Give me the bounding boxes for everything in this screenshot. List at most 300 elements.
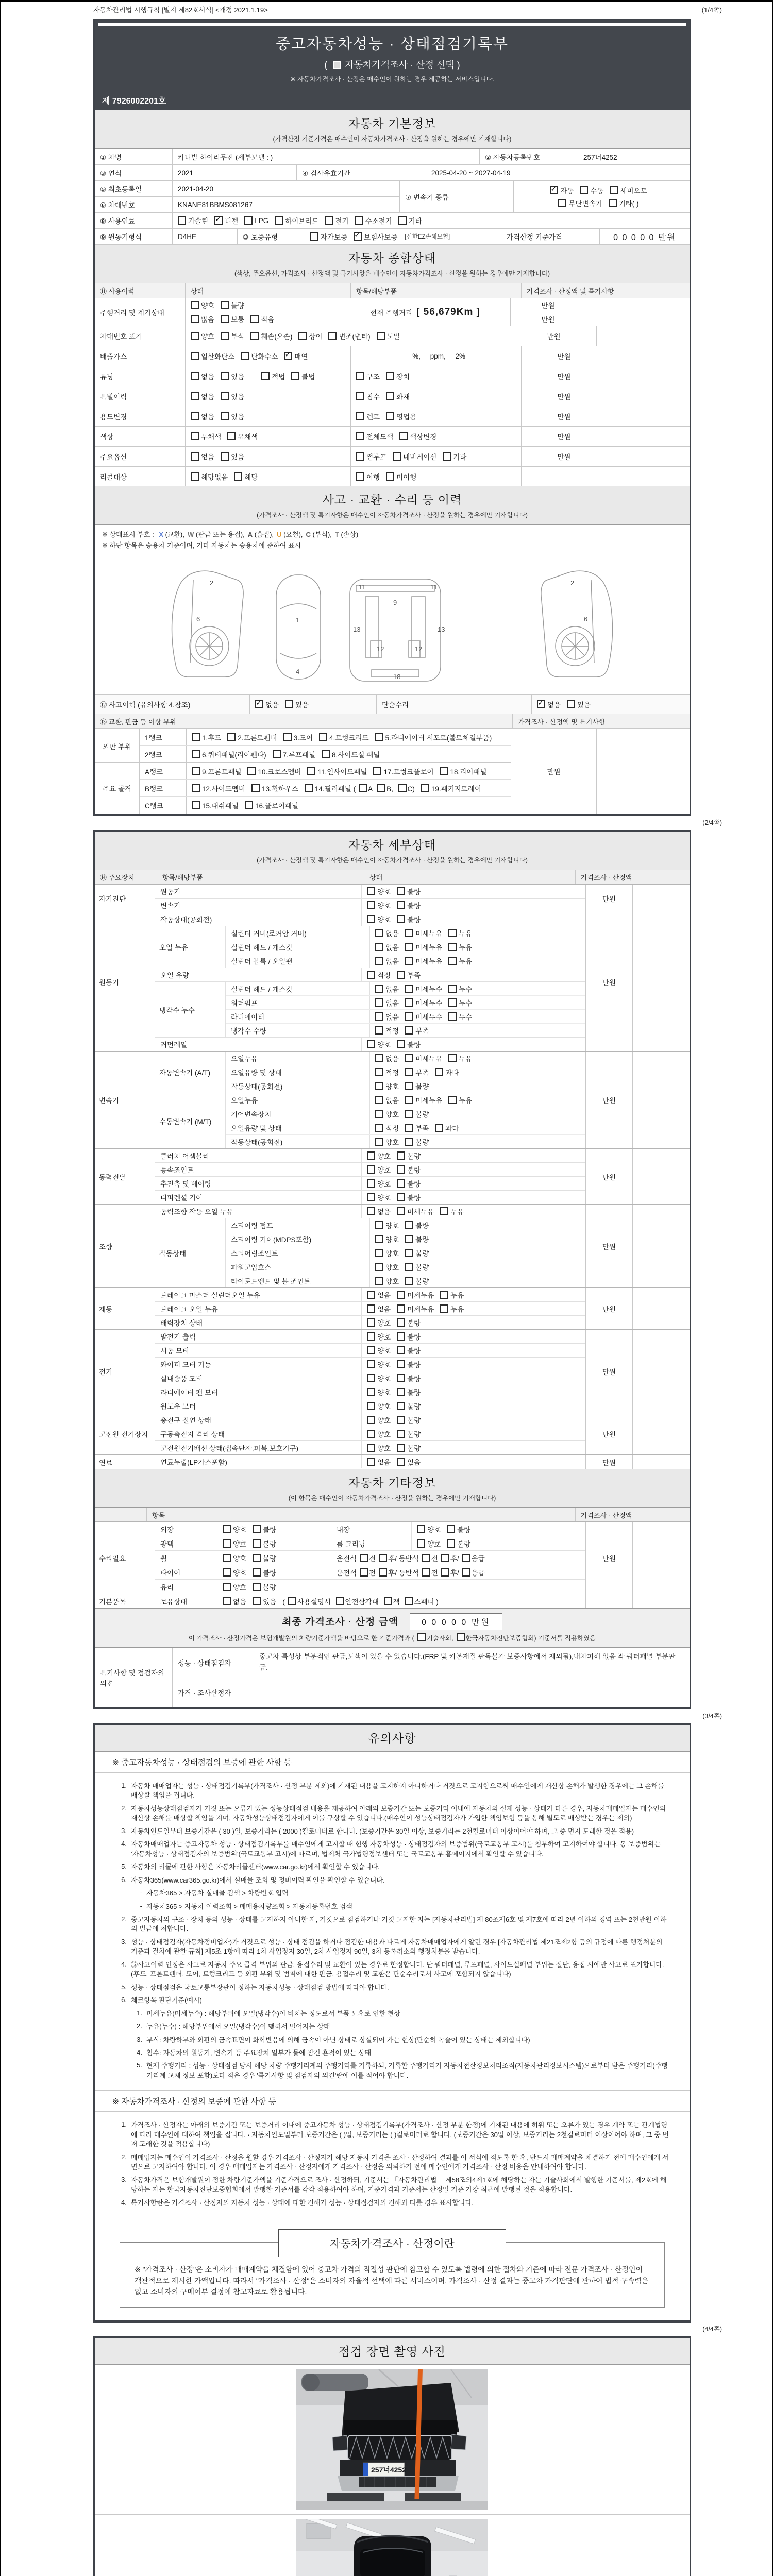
checkbox-option[interactable] bbox=[405, 1095, 442, 1105]
checkbox[interactable] bbox=[405, 957, 413, 965]
checkbox-option[interactable] bbox=[397, 1178, 421, 1189]
checkbox-option[interactable] bbox=[192, 800, 239, 810]
checkbox[interactable] bbox=[610, 186, 618, 194]
checkbox-option[interactable] bbox=[319, 732, 368, 742]
checkbox-option[interactable] bbox=[356, 471, 380, 482]
checkbox-option[interactable] bbox=[191, 371, 214, 381]
checkbox-option[interactable] bbox=[447, 1538, 470, 1549]
checkbox-option[interactable] bbox=[386, 471, 416, 482]
checkbox[interactable] bbox=[386, 372, 394, 380]
checkbox[interactable] bbox=[422, 1554, 430, 1562]
checkbox[interactable] bbox=[375, 1138, 383, 1146]
checkbox-option[interactable] bbox=[244, 216, 268, 225]
checkbox-option[interactable] bbox=[221, 314, 244, 324]
checkbox[interactable] bbox=[397, 1179, 405, 1188]
checkbox-option[interactable] bbox=[227, 732, 277, 742]
checkbox-option[interactable] bbox=[356, 411, 380, 421]
checkbox-option[interactable] bbox=[191, 471, 228, 482]
checkbox[interactable] bbox=[234, 472, 242, 481]
checkbox-option[interactable] bbox=[250, 331, 292, 341]
checkbox-option[interactable] bbox=[356, 391, 380, 401]
checkbox-option[interactable] bbox=[253, 1567, 276, 1578]
checkbox[interactable] bbox=[397, 1430, 405, 1438]
checkbox-option[interactable] bbox=[405, 956, 442, 966]
checkbox[interactable] bbox=[367, 1040, 375, 1048]
checkbox[interactable] bbox=[191, 332, 199, 340]
checkbox-option[interactable] bbox=[221, 451, 244, 462]
checkbox[interactable] bbox=[367, 1318, 375, 1327]
checkbox-option[interactable] bbox=[355, 215, 392, 226]
checkbox-option[interactable] bbox=[375, 1123, 399, 1133]
checkbox[interactable] bbox=[192, 767, 200, 775]
checkbox[interactable] bbox=[375, 1082, 383, 1090]
checkbox[interactable] bbox=[367, 915, 375, 923]
checkbox[interactable] bbox=[386, 412, 394, 420]
checkbox-option[interactable] bbox=[223, 1582, 246, 1592]
checkbox[interactable] bbox=[221, 412, 229, 420]
checkbox-option[interactable] bbox=[356, 371, 380, 381]
checkbox[interactable] bbox=[375, 998, 383, 1007]
checkbox-option[interactable] bbox=[375, 1137, 399, 1147]
checkbox[interactable] bbox=[367, 1346, 375, 1354]
checkbox[interactable] bbox=[261, 372, 270, 380]
checkbox[interactable] bbox=[550, 186, 558, 194]
checkbox[interactable] bbox=[375, 929, 383, 937]
checkbox-option[interactable] bbox=[397, 900, 421, 910]
checkbox[interactable] bbox=[354, 232, 362, 241]
checkbox-option[interactable] bbox=[253, 1524, 276, 1534]
checkbox[interactable] bbox=[435, 1124, 443, 1132]
checkbox-option[interactable] bbox=[367, 1192, 391, 1202]
checkbox-option[interactable] bbox=[405, 1123, 429, 1133]
checkbox-option[interactable] bbox=[405, 1234, 429, 1244]
checkbox-option[interactable] bbox=[375, 1011, 399, 1022]
checkbox-option[interactable] bbox=[397, 1359, 421, 1369]
checkbox-option[interactable] bbox=[367, 1401, 391, 1411]
checkbox[interactable] bbox=[192, 750, 200, 758]
checkbox[interactable] bbox=[397, 887, 405, 895]
checkbox-option[interactable] bbox=[375, 1109, 399, 1119]
checkbox-option[interactable] bbox=[367, 1456, 391, 1467]
checkbox-option[interactable] bbox=[375, 1053, 399, 1063]
checkbox-option[interactable] bbox=[397, 1331, 421, 1342]
checkbox[interactable] bbox=[397, 971, 405, 979]
checkbox-option[interactable] bbox=[397, 1345, 421, 1355]
checkbox[interactable] bbox=[356, 472, 364, 481]
checkbox-option[interactable] bbox=[261, 371, 285, 381]
checkbox[interactable] bbox=[405, 1012, 413, 1021]
checkbox[interactable] bbox=[191, 452, 199, 461]
checkbox[interactable] bbox=[298, 332, 307, 340]
checkbox[interactable] bbox=[448, 943, 457, 951]
checkbox[interactable] bbox=[223, 1525, 231, 1533]
checkbox-option[interactable] bbox=[417, 1524, 441, 1534]
checkbox[interactable] bbox=[377, 332, 385, 340]
checkbox[interactable] bbox=[405, 1249, 413, 1257]
checkbox-option[interactable] bbox=[448, 997, 472, 1008]
checkbox[interactable] bbox=[373, 767, 381, 775]
checkbox-option[interactable] bbox=[447, 1524, 470, 1534]
checkbox[interactable] bbox=[360, 1554, 368, 1562]
checkbox-option[interactable] bbox=[367, 1206, 391, 1216]
checkbox-option[interactable] bbox=[405, 942, 442, 952]
checkbox[interactable] bbox=[250, 315, 259, 323]
checkbox-option[interactable] bbox=[275, 215, 318, 226]
checkbox[interactable] bbox=[405, 1110, 413, 1118]
checkbox[interactable] bbox=[447, 1539, 455, 1548]
checkbox[interactable] bbox=[580, 186, 588, 194]
checkbox-option[interactable] bbox=[405, 1025, 429, 1036]
checkbox[interactable] bbox=[405, 1026, 413, 1035]
checkbox-option[interactable] bbox=[580, 185, 603, 195]
checkbox[interactable] bbox=[405, 1235, 413, 1243]
checkbox-option[interactable] bbox=[375, 928, 399, 938]
checkbox-option[interactable] bbox=[191, 351, 234, 361]
checkbox-option[interactable] bbox=[397, 1206, 434, 1216]
checkbox[interactable] bbox=[367, 1291, 375, 1299]
checkbox-option[interactable] bbox=[448, 956, 472, 966]
checkbox[interactable] bbox=[356, 392, 364, 400]
checkbox-option[interactable] bbox=[405, 1067, 429, 1077]
checkbox[interactable] bbox=[457, 1633, 465, 1641]
checkbox-option[interactable] bbox=[375, 1095, 399, 1105]
checkbox[interactable] bbox=[253, 1525, 261, 1533]
checkbox[interactable] bbox=[397, 1040, 405, 1048]
checkbox-option[interactable] bbox=[298, 331, 322, 341]
checkbox[interactable] bbox=[397, 1291, 405, 1299]
checkbox-option[interactable] bbox=[367, 1039, 391, 1049]
checkbox-option[interactable] bbox=[440, 1206, 464, 1216]
checkbox-option[interactable] bbox=[417, 1538, 441, 1549]
checkbox-option[interactable] bbox=[250, 314, 274, 324]
checkbox-option[interactable] bbox=[397, 1039, 421, 1049]
checkbox[interactable] bbox=[405, 985, 413, 993]
checkbox[interactable] bbox=[307, 767, 315, 775]
checkbox-option[interactable] bbox=[367, 970, 391, 980]
checkbox-option[interactable] bbox=[405, 1276, 429, 1286]
checkbox[interactable] bbox=[245, 801, 253, 809]
checkbox-option[interactable] bbox=[223, 1553, 246, 1563]
checkbox[interactable] bbox=[367, 1151, 375, 1160]
checkbox-option[interactable] bbox=[253, 1553, 276, 1563]
checkbox-option[interactable] bbox=[367, 1303, 391, 1314]
checkbox-option[interactable] bbox=[397, 1317, 421, 1328]
checkbox-option[interactable] bbox=[356, 431, 393, 442]
checkbox-option[interactable] bbox=[192, 749, 266, 759]
checkbox[interactable] bbox=[191, 301, 199, 309]
checkbox-option[interactable] bbox=[367, 886, 391, 896]
checkbox[interactable] bbox=[356, 412, 364, 420]
checkbox-option[interactable] bbox=[405, 1262, 429, 1272]
checkbox[interactable] bbox=[288, 1597, 296, 1605]
checkbox[interactable] bbox=[191, 315, 199, 323]
checkbox-option[interactable] bbox=[241, 351, 278, 361]
checkbox-option[interactable] bbox=[191, 451, 214, 462]
checkbox[interactable] bbox=[360, 1568, 368, 1577]
checkbox-option[interactable] bbox=[223, 1524, 246, 1534]
checkbox[interactable] bbox=[405, 1138, 413, 1146]
checkbox-option[interactable] bbox=[214, 215, 238, 226]
checkbox[interactable] bbox=[191, 372, 199, 380]
checkbox-option[interactable] bbox=[397, 1429, 421, 1439]
checkbox-option[interactable] bbox=[375, 1067, 399, 1077]
checkbox-option[interactable] bbox=[405, 984, 442, 994]
checkbox-option[interactable] bbox=[610, 185, 647, 195]
checkbox[interactable] bbox=[537, 700, 545, 708]
checkbox-option[interactable] bbox=[284, 351, 308, 361]
checkbox[interactable] bbox=[397, 1458, 405, 1466]
checkbox[interactable] bbox=[273, 750, 281, 758]
checkbox-option[interactable] bbox=[253, 1538, 276, 1549]
checkbox-option[interactable] bbox=[397, 1192, 421, 1202]
checkbox[interactable] bbox=[440, 1291, 448, 1299]
checkbox[interactable] bbox=[359, 784, 367, 792]
checkbox[interactable] bbox=[448, 1012, 457, 1021]
checkbox[interactable] bbox=[356, 452, 364, 461]
checkbox-option[interactable] bbox=[367, 1443, 391, 1453]
checkbox[interactable] bbox=[397, 1444, 405, 1452]
checkbox[interactable] bbox=[422, 1568, 430, 1577]
checkbox-option[interactable] bbox=[354, 231, 397, 242]
checkbox[interactable] bbox=[440, 1304, 448, 1313]
checkbox-option[interactable] bbox=[405, 1137, 429, 1147]
checkbox-option[interactable] bbox=[367, 1429, 391, 1439]
checkbox[interactable] bbox=[375, 985, 383, 993]
checkbox[interactable] bbox=[367, 887, 375, 895]
checkbox[interactable] bbox=[397, 1346, 405, 1354]
checkbox[interactable] bbox=[221, 392, 229, 400]
checkbox[interactable] bbox=[250, 332, 259, 340]
checkbox-option[interactable] bbox=[435, 1123, 459, 1133]
checkbox[interactable] bbox=[375, 1110, 383, 1118]
checkbox[interactable] bbox=[253, 1539, 261, 1548]
checkbox[interactable] bbox=[253, 1554, 261, 1562]
checkbox-option[interactable] bbox=[397, 1415, 421, 1425]
checkbox[interactable] bbox=[283, 733, 292, 741]
checkbox-option[interactable] bbox=[375, 1262, 399, 1272]
checkbox-option[interactable] bbox=[253, 1596, 276, 1606]
checkbox[interactable] bbox=[367, 1304, 375, 1313]
checkbox[interactable] bbox=[375, 1277, 383, 1285]
checkbox[interactable] bbox=[405, 1082, 413, 1090]
checkbox[interactable] bbox=[375, 1263, 383, 1271]
checkbox[interactable] bbox=[417, 1633, 426, 1641]
checkbox-option[interactable] bbox=[440, 1290, 464, 1300]
checkbox-option[interactable] bbox=[192, 783, 245, 793]
checkbox-option[interactable] bbox=[397, 970, 421, 980]
checkbox[interactable] bbox=[375, 1012, 383, 1021]
checkbox-option[interactable] bbox=[435, 1067, 459, 1077]
checkbox-option[interactable] bbox=[191, 391, 214, 401]
checkbox-option[interactable] bbox=[405, 928, 442, 938]
checkbox[interactable] bbox=[447, 1525, 455, 1533]
checkbox-option[interactable] bbox=[397, 1303, 434, 1314]
checkbox[interactable] bbox=[448, 1054, 457, 1062]
checkbox[interactable] bbox=[244, 216, 253, 225]
checkbox-option[interactable] bbox=[245, 800, 298, 810]
checkbox-option[interactable] bbox=[377, 331, 400, 341]
checkbox[interactable] bbox=[443, 452, 451, 461]
checkbox-option[interactable] bbox=[305, 783, 415, 793]
checkbox-option[interactable] bbox=[367, 1290, 391, 1300]
checkbox[interactable] bbox=[398, 784, 407, 792]
checkbox-option[interactable] bbox=[567, 699, 591, 709]
checkbox-option[interactable] bbox=[191, 300, 214, 310]
checkbox-option[interactable] bbox=[537, 699, 561, 709]
checkbox-option[interactable] bbox=[397, 886, 421, 896]
checkbox-option[interactable] bbox=[405, 1081, 429, 1091]
checkbox[interactable] bbox=[367, 1458, 375, 1466]
checkbox-option[interactable] bbox=[223, 1567, 246, 1578]
checkbox-option[interactable] bbox=[440, 1303, 464, 1314]
checkbox-option[interactable] bbox=[221, 300, 244, 310]
checkbox[interactable] bbox=[367, 1207, 375, 1215]
checkbox-option[interactable] bbox=[375, 1220, 399, 1230]
checkbox-option[interactable] bbox=[448, 928, 472, 938]
checkbox-option[interactable] bbox=[386, 371, 410, 381]
checkbox[interactable] bbox=[319, 733, 327, 741]
checkbox-option[interactable] bbox=[399, 431, 436, 442]
checkbox[interactable] bbox=[192, 801, 200, 809]
checkbox-option[interactable] bbox=[440, 766, 486, 776]
checkbox[interactable] bbox=[305, 784, 313, 792]
checkbox-option[interactable] bbox=[367, 1345, 391, 1355]
checkbox[interactable] bbox=[441, 1568, 449, 1577]
checkbox-option[interactable] bbox=[367, 1178, 391, 1189]
checkbox-option[interactable] bbox=[375, 956, 399, 966]
checkbox-option[interactable] bbox=[550, 185, 574, 195]
checkbox-option[interactable] bbox=[291, 371, 315, 381]
checkbox[interactable] bbox=[253, 1597, 261, 1605]
checkbox[interactable] bbox=[609, 199, 617, 207]
checkbox[interactable] bbox=[405, 943, 413, 951]
checkbox[interactable] bbox=[253, 1568, 261, 1577]
checkbox-option[interactable] bbox=[328, 331, 370, 341]
checkbox[interactable] bbox=[405, 998, 413, 1007]
checkbox-option[interactable] bbox=[397, 1164, 421, 1175]
checkbox[interactable] bbox=[375, 733, 383, 741]
checkbox[interactable] bbox=[448, 985, 457, 993]
checkbox[interactable] bbox=[275, 216, 283, 225]
checkbox-option[interactable] bbox=[367, 1359, 391, 1369]
checkbox[interactable] bbox=[405, 1263, 413, 1271]
checkbox[interactable] bbox=[356, 372, 364, 380]
checkbox-option[interactable] bbox=[397, 1373, 421, 1383]
checkbox[interactable] bbox=[375, 1235, 383, 1243]
checkbox[interactable] bbox=[397, 1165, 405, 1174]
checkbox[interactable] bbox=[397, 1304, 405, 1313]
checkbox-option[interactable] bbox=[191, 411, 214, 421]
checkbox-option[interactable] bbox=[448, 984, 472, 994]
checkbox-option[interactable] bbox=[251, 783, 298, 793]
checkbox[interactable] bbox=[355, 216, 363, 225]
checkbox[interactable] bbox=[397, 1151, 405, 1160]
checkbox-option[interactable] bbox=[375, 1025, 399, 1036]
checkbox[interactable] bbox=[221, 372, 229, 380]
checkbox[interactable] bbox=[397, 1416, 405, 1424]
checkbox[interactable] bbox=[462, 1568, 470, 1577]
checkbox[interactable] bbox=[191, 392, 199, 400]
checkbox[interactable] bbox=[221, 332, 229, 340]
checkbox-option[interactable] bbox=[227, 431, 258, 442]
checkbox[interactable] bbox=[393, 452, 401, 461]
checkbox[interactable] bbox=[191, 432, 199, 440]
checkbox[interactable] bbox=[379, 1554, 387, 1562]
checkbox[interactable] bbox=[191, 412, 199, 420]
checkbox[interactable] bbox=[367, 1193, 375, 1201]
checkbox-option[interactable] bbox=[356, 451, 386, 462]
checkbox[interactable] bbox=[325, 216, 333, 225]
checkbox[interactable] bbox=[255, 700, 263, 708]
checkbox-option[interactable] bbox=[397, 1387, 421, 1397]
checkbox[interactable] bbox=[448, 1096, 457, 1104]
checkbox[interactable] bbox=[375, 1026, 383, 1035]
checkbox[interactable] bbox=[221, 315, 229, 323]
checkbox[interactable] bbox=[375, 957, 383, 965]
checkbox-option[interactable] bbox=[398, 215, 422, 226]
checkbox[interactable] bbox=[284, 352, 292, 360]
checkbox[interactable] bbox=[247, 767, 256, 775]
checkbox-option[interactable] bbox=[386, 391, 410, 401]
checkbox-option[interactable] bbox=[221, 331, 244, 341]
checkbox[interactable] bbox=[417, 1525, 425, 1533]
checkbox[interactable] bbox=[336, 1597, 344, 1605]
checkbox[interactable] bbox=[285, 700, 293, 708]
checkbox-option[interactable] bbox=[191, 431, 221, 442]
checkbox-option[interactable] bbox=[307, 766, 367, 776]
checkbox-option[interactable] bbox=[322, 749, 380, 759]
checkbox[interactable] bbox=[379, 1568, 387, 1577]
checkbox-option[interactable] bbox=[367, 900, 391, 910]
checkbox-option[interactable] bbox=[375, 997, 399, 1008]
checkbox-option[interactable] bbox=[325, 215, 348, 226]
checkbox-option[interactable] bbox=[221, 411, 244, 421]
checkbox[interactable] bbox=[405, 1054, 413, 1062]
checkbox-option[interactable] bbox=[421, 783, 481, 793]
checkbox[interactable] bbox=[227, 733, 236, 741]
checkbox[interactable] bbox=[448, 957, 457, 965]
checkbox-option[interactable] bbox=[405, 1109, 429, 1119]
checkbox-option[interactable] bbox=[386, 411, 416, 421]
checkbox-option[interactable] bbox=[443, 451, 466, 462]
checkbox-option[interactable] bbox=[178, 215, 208, 226]
checkbox-option[interactable] bbox=[375, 984, 399, 994]
checkbox-option[interactable] bbox=[375, 1081, 399, 1091]
checkbox[interactable] bbox=[405, 1124, 413, 1132]
checkbox-option[interactable] bbox=[397, 914, 421, 924]
checkbox[interactable] bbox=[367, 1332, 375, 1341]
checkbox[interactable] bbox=[221, 452, 229, 461]
checkbox[interactable] bbox=[397, 1402, 405, 1410]
checkbox-option[interactable] bbox=[255, 699, 279, 709]
checkbox[interactable] bbox=[367, 1430, 375, 1438]
checkbox[interactable] bbox=[405, 1597, 413, 1605]
checkbox-option[interactable] bbox=[373, 766, 433, 776]
checkbox-option[interactable] bbox=[191, 314, 214, 324]
checkbox[interactable] bbox=[375, 943, 383, 951]
checkbox-option[interactable] bbox=[375, 942, 399, 952]
checkbox-option[interactable] bbox=[253, 1582, 276, 1592]
checkbox[interactable] bbox=[192, 784, 200, 792]
checkbox-option[interactable] bbox=[191, 331, 214, 341]
checkbox-option[interactable] bbox=[558, 198, 602, 208]
checkbox-option[interactable] bbox=[397, 1150, 421, 1161]
checkbox-option[interactable] bbox=[367, 1150, 391, 1161]
checkbox-option[interactable] bbox=[609, 198, 639, 208]
checkbox-option[interactable] bbox=[367, 1164, 391, 1175]
checkbox-option[interactable] bbox=[310, 231, 347, 242]
checkbox[interactable] bbox=[405, 1221, 413, 1229]
